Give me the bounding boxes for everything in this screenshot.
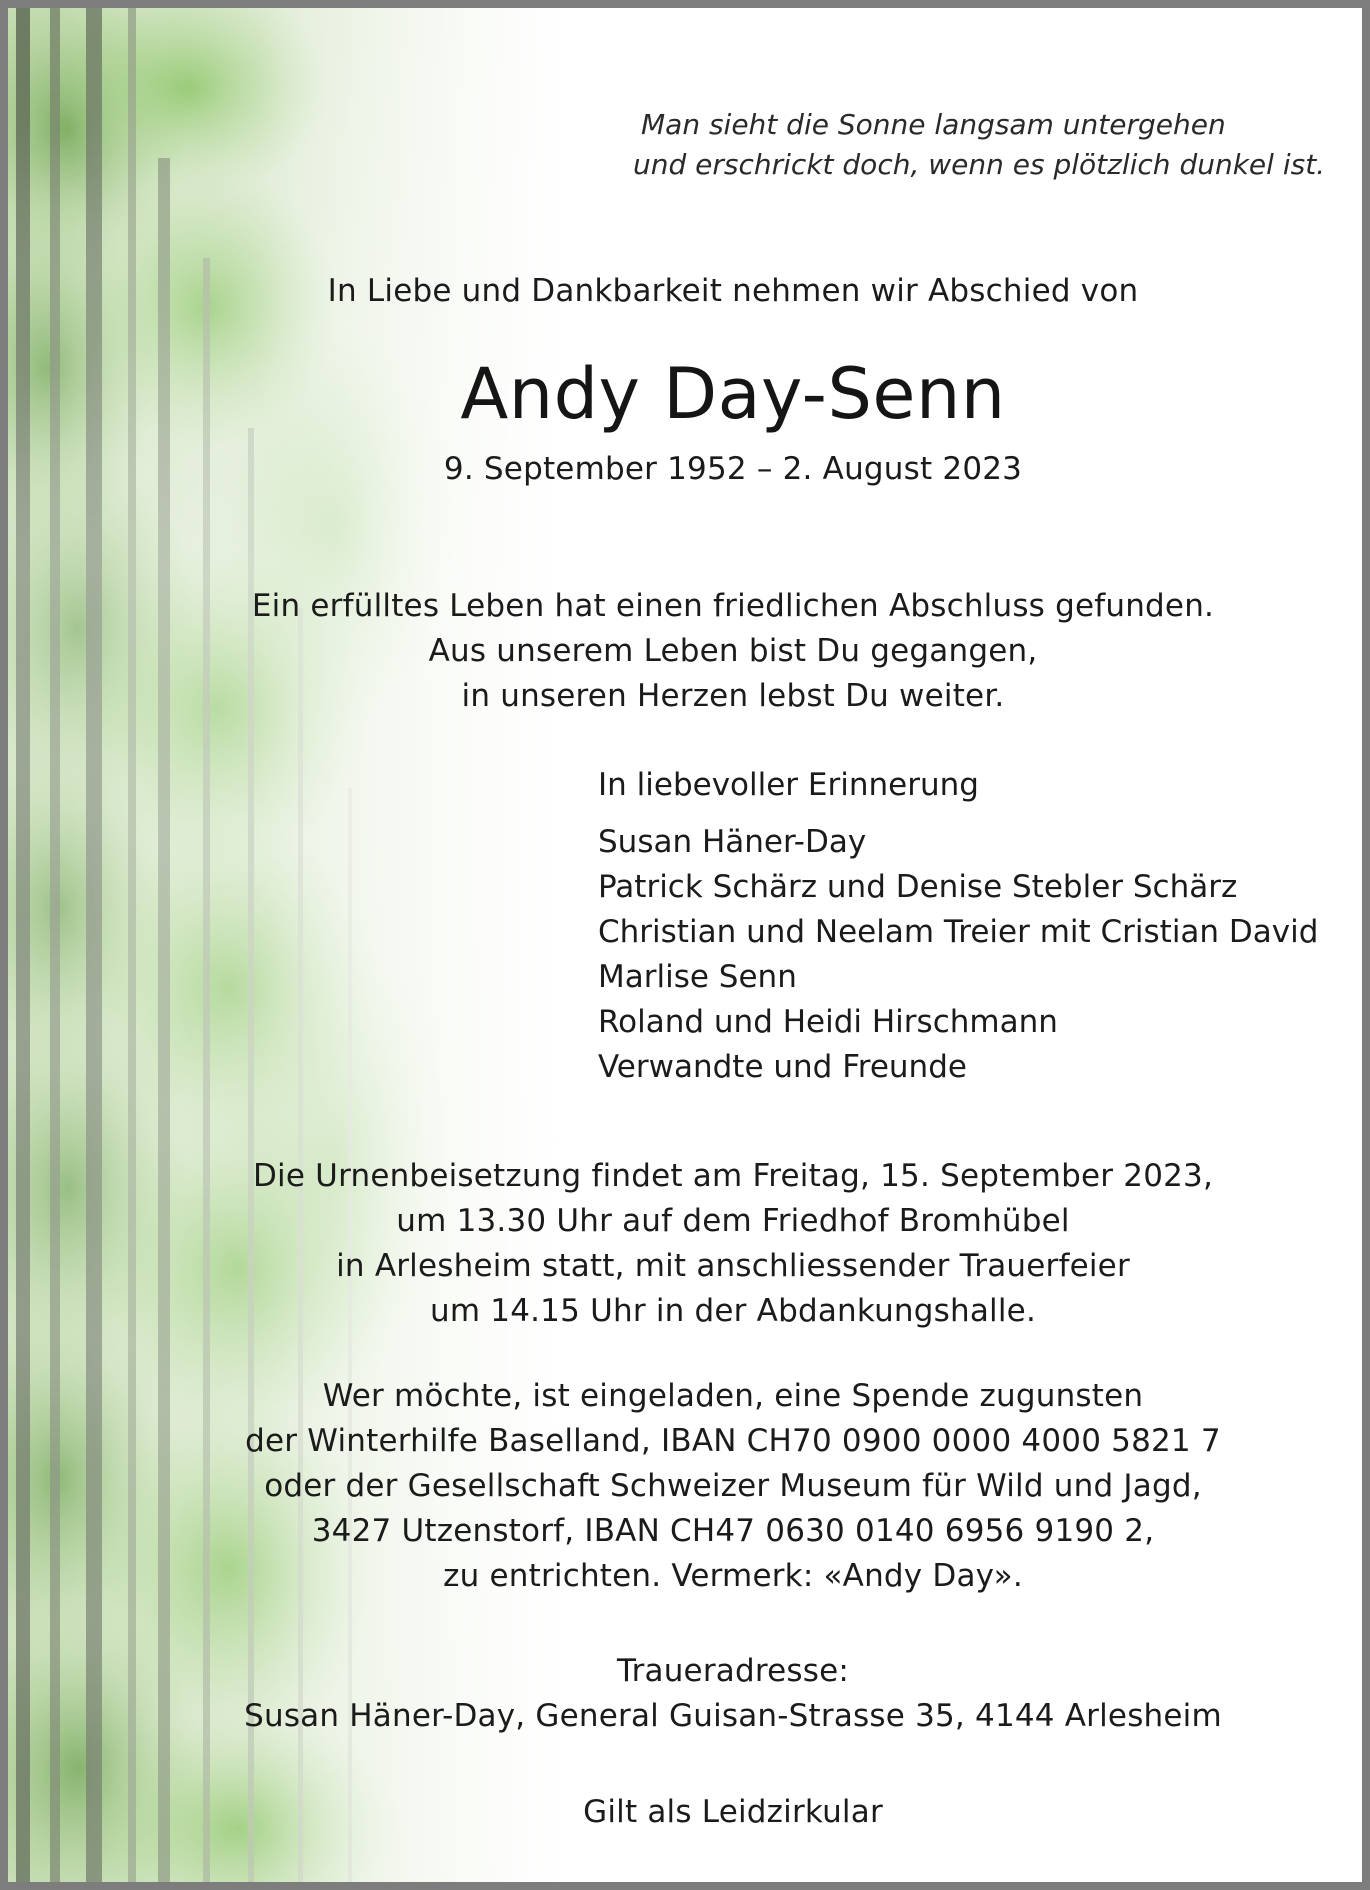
donation-line: Wer möchte, ist eingeladen, eine Spende zugunsten (322, 1378, 1144, 1414)
remembrance-heading: In liebevoller Erinnerung (598, 767, 979, 803)
intro-text: In Liebe und Dankbarkeit nehmen wir Abschied von (327, 273, 1139, 309)
address-value: Susan Häner-Day, General Guisan-Strasse 35, 4144 Arlesheim (244, 1698, 1222, 1734)
ceremony-line: um 13.30 Uhr auf dem Friedhof Bromhübel (396, 1203, 1070, 1239)
mourner-name: Patrick Schärz und Denise Stebler Schärz (598, 869, 1238, 905)
mourner-name: Susan Häner-Day (598, 824, 867, 860)
verse-line: in unseren Herzen lebst Du weiter. (461, 678, 1005, 714)
mourner-name: Verwandte und Freunde (598, 1049, 967, 1085)
remembrance-block (598, 763, 1318, 1090)
deceased-name: Andy Day-Senn (460, 353, 1006, 435)
mourner-name: Christian und Neelam Treier mit Cristian David (598, 914, 1319, 950)
donation-line: der Winterhilfe Baselland, IBAN CH70 0900 0000 4000 5821 7 (245, 1423, 1221, 1459)
obituary-content (8, 8, 1362, 1882)
verse-line: Ein erfülltes Leben hat einen friedlichen Abschluss gefunden. (251, 588, 1215, 624)
motto-line-2: und erschrickt doch, wenn es plötzlich dunkel ist. (633, 148, 1326, 181)
ceremony-line: um 14.15 Uhr in der Abdankungshalle. (429, 1293, 1037, 1329)
donation-line: 3427 Utzenstorf, IBAN CH47 0630 0140 6956 9190 2, (311, 1513, 1155, 1549)
life-dates: 9. September 1952 – 2. August 2023 (443, 451, 1023, 487)
footer-note: Gilt als Leidzirkular (583, 1794, 883, 1830)
mourner-name: Roland und Heidi Hirschmann (598, 1004, 1058, 1040)
address-label: Traueradresse: (616, 1653, 850, 1689)
verse-line: Aus unserem Leben bist Du gegangen, (428, 633, 1038, 669)
mourner-name: Marlise Senn (598, 959, 797, 995)
donation-line: oder der Gesellschaft Schweizer Museum für Wild und Jagd, (264, 1468, 1202, 1504)
motto-line-1: Man sieht die Sonne langsam untergehen (641, 108, 1226, 141)
ceremony-line: in Arlesheim statt, mit anschliessender Trauerfeier (336, 1248, 1130, 1284)
donation-line: zu entrichten. Vermerk: «Andy Day». (443, 1558, 1023, 1594)
ceremony-line: Die Urnenbeisetzung findet am Freitag, 15. September 2023, (252, 1158, 1214, 1194)
